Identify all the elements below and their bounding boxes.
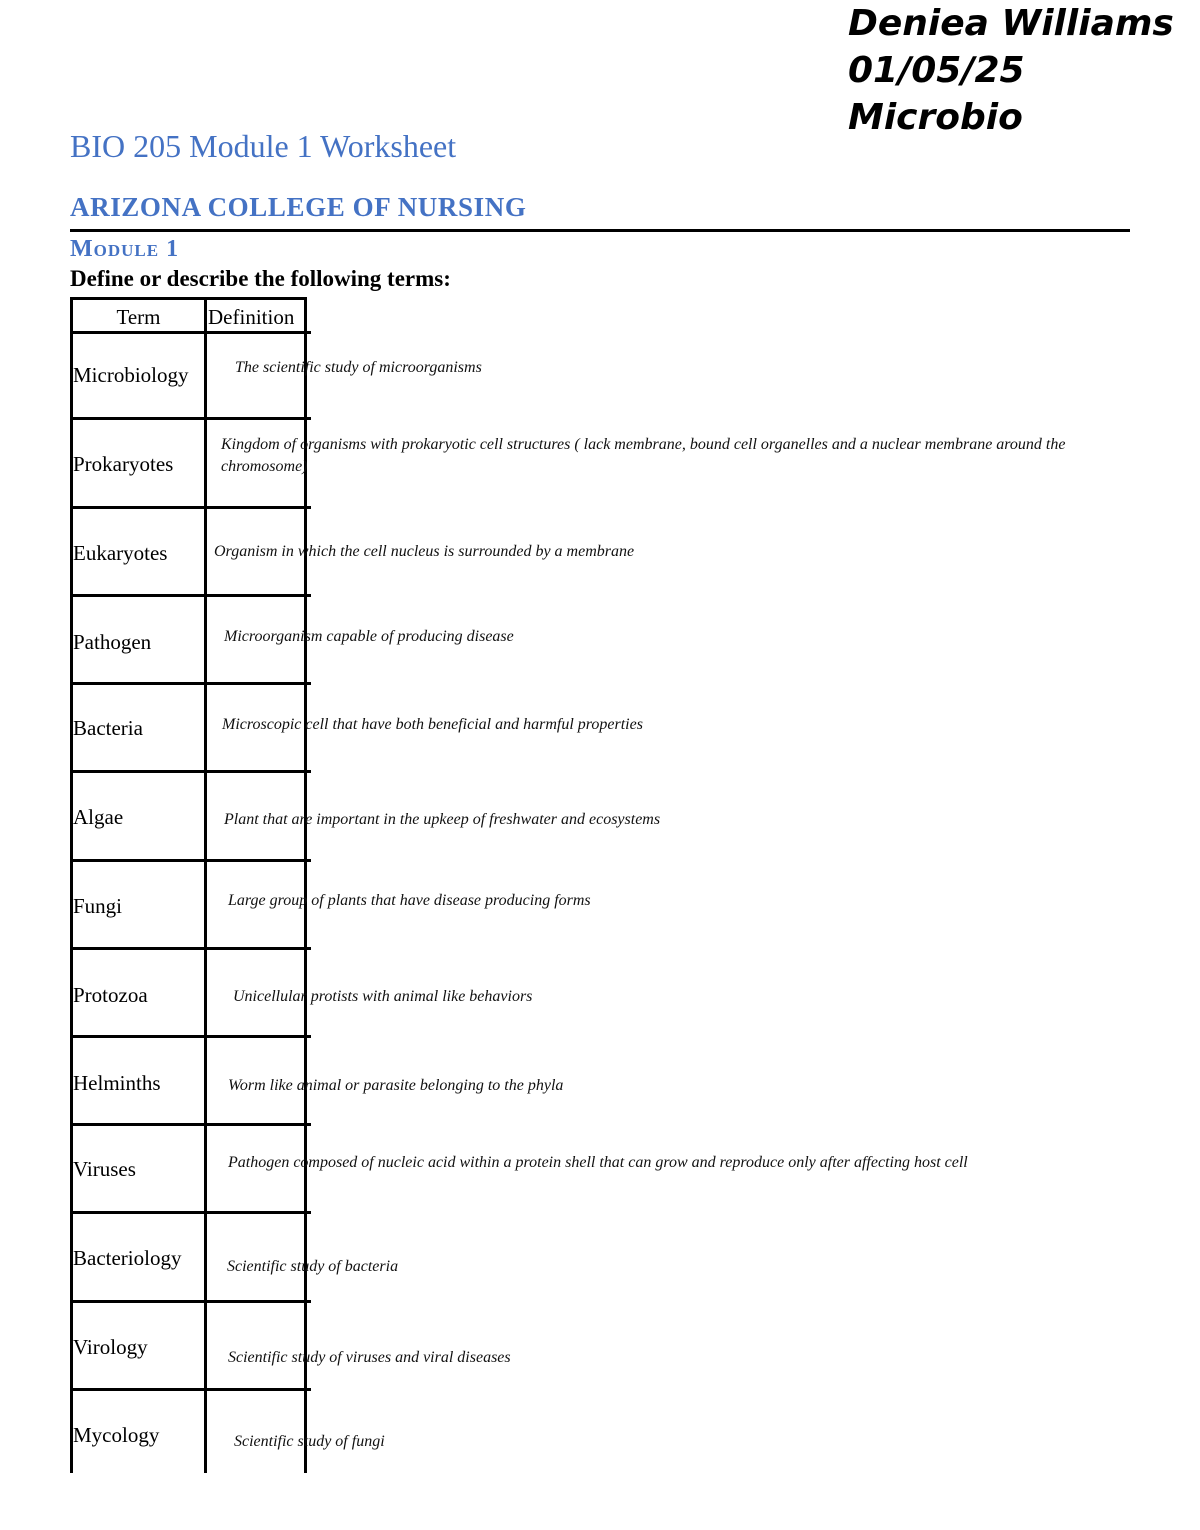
student-info xyxy=(848,0,1174,141)
table-row-line xyxy=(70,1211,311,1214)
definition-cell: Large group of plants that have disease producing forms xyxy=(228,892,591,909)
table-row-line xyxy=(70,1035,311,1038)
table-row-line xyxy=(70,682,311,685)
table-row-line xyxy=(70,594,311,597)
term-cell: Fungi xyxy=(73,894,123,918)
definition-cell: Worm like animal or parasite belonging to the phyla xyxy=(228,1077,564,1094)
student-date: 01/05/25 xyxy=(848,50,1025,91)
term-cell: Algae xyxy=(73,805,124,829)
term-cell: Viruses xyxy=(73,1157,136,1181)
instructions: Define or describe the following terms: xyxy=(70,266,451,291)
term-cell: Virology xyxy=(73,1335,148,1359)
definition-cell: Unicellular protists with animal like behaviors xyxy=(233,988,533,1005)
definition-cell: Microorganism capable of producing disease xyxy=(224,628,514,645)
term-cell: Mycology xyxy=(73,1423,160,1447)
student-name: Deniea Williams xyxy=(848,3,1174,44)
table-row-line xyxy=(70,1123,311,1126)
definition-cell: Scientific study of fungi xyxy=(234,1433,385,1450)
page-title: BIO 205 Module 1 Worksheet xyxy=(70,128,457,164)
term-cell: Bacteriology xyxy=(73,1246,182,1270)
term-cell: Protozoa xyxy=(73,983,148,1007)
table-row-line xyxy=(70,947,311,950)
table-header-term: Term xyxy=(116,305,161,329)
student-course: Microbio xyxy=(848,97,1023,138)
definition-cell: The scientific study of microorganisms xyxy=(235,359,482,376)
table-row-line xyxy=(70,506,311,509)
term-cell: Microbiology xyxy=(73,363,189,387)
table-column-divider xyxy=(204,297,207,1473)
term-cell: Eukaryotes xyxy=(73,541,168,565)
table-row-line xyxy=(70,859,311,862)
definition-cell: Plant that are important in the upkeep of freshwater and ecosystems xyxy=(224,811,661,828)
definition-cell: Microscopic cell that have both beneficial and harmful properties xyxy=(222,716,643,733)
term-cell: Prokaryotes xyxy=(73,452,174,476)
table-row-line xyxy=(70,1388,311,1391)
term-cell: Helminths xyxy=(73,1071,161,1095)
definition-cell: Pathogen composed of nucleic acid within a protein shell that can grow and reproduce only after affecting host cell xyxy=(228,1154,968,1171)
term-cell: Pathogen xyxy=(73,630,152,654)
table-row-line xyxy=(70,770,311,773)
table-row-line xyxy=(70,1300,311,1303)
definition-cell: Scientific study of viruses and viral diseases xyxy=(228,1349,511,1366)
table-row-line xyxy=(70,331,311,334)
definition-cell: Scientific study of bacteria xyxy=(227,1258,399,1275)
table-row-line xyxy=(70,417,311,420)
term-cell: Bacteria xyxy=(73,716,143,740)
definition-cell: Organism in which the cell nucleus is surrounded by a membrane xyxy=(214,543,635,560)
module-label: Module 1 xyxy=(70,236,180,262)
definition-cell: Kingdom of organisms with prokaryotic cell structures ( lack membrane, bound cell organelles and a nuclear membrane around the chromosome) xyxy=(221,436,1066,475)
college-name: ARIZONA COLLEGE OF NURSING xyxy=(70,192,527,222)
header-divider xyxy=(70,229,1130,232)
table-header-definition: Definition xyxy=(208,305,295,329)
